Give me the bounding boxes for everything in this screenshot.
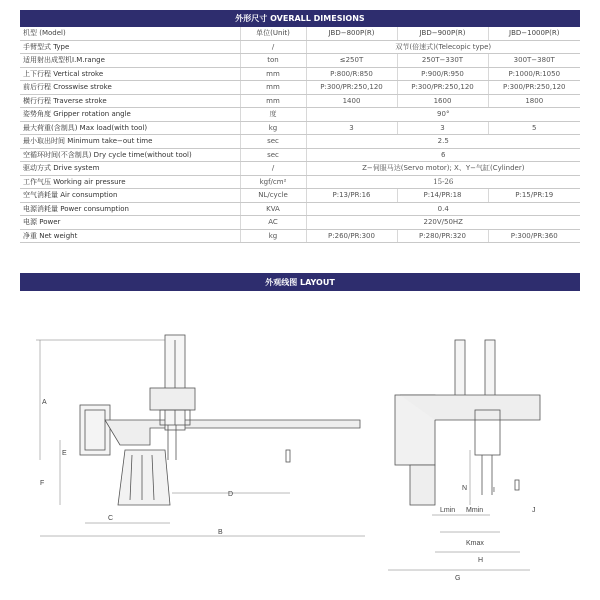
spec-label: 前后行程 Crosswise stroke <box>20 81 240 95</box>
spec-value: 1600 <box>397 94 488 108</box>
spec-table <box>20 27 580 243</box>
spec-label: 横行行程 Traverse stroke <box>20 94 240 108</box>
spec-row <box>20 67 580 81</box>
spec-row <box>20 189 580 203</box>
header-cell: 单位(Unit) <box>240 27 306 40</box>
spec-unit: / <box>240 40 306 54</box>
spec-row <box>20 229 580 243</box>
right-view-machine <box>395 340 540 505</box>
dim-d: D <box>228 491 234 498</box>
header-cell: JBD−900P(R) <box>397 27 488 40</box>
spec-value: P:13/PR:16 <box>306 189 397 203</box>
spec-value: 1800 <box>488 94 580 108</box>
spec-row <box>20 202 580 216</box>
spec-label: 电源 Power <box>20 216 240 230</box>
spec-value: 5 <box>488 121 580 135</box>
spec-unit: sec <box>240 135 306 149</box>
spec-value: P:1000/R:1050 <box>488 67 580 81</box>
spec-label: 上下行程 Vertical stroke <box>20 67 240 81</box>
spec-label: 最小取出时间 Minimum take−out time <box>20 135 240 149</box>
spec-row <box>20 162 580 176</box>
header-cell: 机型 (Model) <box>20 27 240 40</box>
left-view-machine <box>80 335 360 505</box>
spec-value: 2.5 <box>306 135 580 149</box>
spec-header-row <box>20 27 580 40</box>
spec-value: 6 <box>306 148 580 162</box>
layout-section-title <box>20 273 580 291</box>
spec-value: 250T−330T <box>397 54 488 68</box>
spec-unit: mm <box>240 94 306 108</box>
spec-label: 手臂型式 Type <box>20 40 240 54</box>
spec-value: 3 <box>306 121 397 135</box>
dim-mmin: Mmin <box>466 507 484 514</box>
spec-value: P:900/R:950 <box>397 67 488 81</box>
spec-row <box>20 108 580 122</box>
spec-value: P:280/PR:320 <box>397 229 488 243</box>
spec-label: 姿势角度 Gripper rotation angle <box>20 108 240 122</box>
spec-value: 15-26 <box>306 175 580 189</box>
spec-unit: kg <box>240 121 306 135</box>
dim-n: N <box>462 485 468 492</box>
spec-label: 工作气压 Working air pressure <box>20 175 240 189</box>
spec-unit: NL/cycle <box>240 189 306 203</box>
header-cell: JBD−1000P(R) <box>488 27 580 40</box>
spec-row <box>20 148 580 162</box>
spec-value: Z−伺服马达(Servo motor); X、Y−气缸(Cylinder) <box>306 162 580 176</box>
dim-lmin: Lmin <box>440 507 456 514</box>
spec-value: 220V/50HZ <box>306 216 580 230</box>
spec-row <box>20 94 580 108</box>
spec-title-text: 外形尺寸 OVERALL DIMESIONS <box>235 14 365 23</box>
dim-c: C <box>108 515 114 522</box>
layout-drawing <box>0 300 600 600</box>
spec-table-body <box>20 27 580 243</box>
dim-a: A <box>42 399 47 406</box>
layout-title-text: 外观线图 LAYOUT <box>265 277 335 287</box>
spec-unit: 度 <box>240 108 306 122</box>
spec-row <box>20 135 580 149</box>
spec-value: P:14/PR:18 <box>397 189 488 203</box>
dim-j: J <box>532 507 536 514</box>
spec-value: 双节(倍速式)(Telecopic type) <box>306 40 580 54</box>
spec-unit: kg <box>240 229 306 243</box>
dim-e: E <box>62 450 67 457</box>
spec-label: 最大荷重(含制具) Max load(with tool) <box>20 121 240 135</box>
spec-value: P:260/PR:300 <box>306 229 397 243</box>
spec-value: 3 <box>397 121 488 135</box>
spec-unit: mm <box>240 81 306 95</box>
spec-label: 净重 Net weight <box>20 229 240 243</box>
spec-label: 空气消耗量 Air consumption <box>20 189 240 203</box>
spec-value: P:300/PR:360 <box>488 229 580 243</box>
spec-value: P:800/R:850 <box>306 67 397 81</box>
right-view-dimensions <box>388 450 530 570</box>
spec-value: P:300/PR:250,120 <box>397 81 488 95</box>
spec-row <box>20 175 580 189</box>
spec-row <box>20 40 580 54</box>
spec-unit: / <box>240 162 306 176</box>
spec-section-title <box>20 10 580 27</box>
spec-row <box>20 121 580 135</box>
spec-unit: mm <box>240 67 306 81</box>
dim-f: F <box>40 480 45 487</box>
spec-label: 电源消耗量 Power consumption <box>20 202 240 216</box>
spec-unit: KVA <box>240 202 306 216</box>
spec-unit: AC <box>240 216 306 230</box>
spec-unit: ton <box>240 54 306 68</box>
spec-unit: sec <box>240 148 306 162</box>
spec-unit: kgf/cm² <box>240 175 306 189</box>
dim-i: I <box>493 487 495 494</box>
spec-label: 适用射出成型机I.M.range <box>20 54 240 68</box>
spec-row <box>20 216 580 230</box>
dim-kmax: Kmax <box>466 540 484 547</box>
dim-g: G <box>455 575 461 582</box>
spec-value: 90° <box>306 108 580 122</box>
spec-row <box>20 81 580 95</box>
spec-value: P:15/PR:19 <box>488 189 580 203</box>
spec-label: 驱动方式 Drive system <box>20 162 240 176</box>
spec-value: P:300/PR:250,120 <box>306 81 397 95</box>
dim-h: H <box>478 557 484 564</box>
spec-row <box>20 54 580 68</box>
header-cell: JBD−800P(R) <box>306 27 397 40</box>
dim-b: B <box>218 529 223 536</box>
spec-value: 1400 <box>306 94 397 108</box>
spec-label: 空循环时间(不含制具) Dry cycle time(without tool) <box>20 148 240 162</box>
spec-value: 0.4 <box>306 202 580 216</box>
spec-value: ≤250T <box>306 54 397 68</box>
spec-value: P:300/PR:250,120 <box>488 81 580 95</box>
spec-value: 300T−380T <box>488 54 580 68</box>
